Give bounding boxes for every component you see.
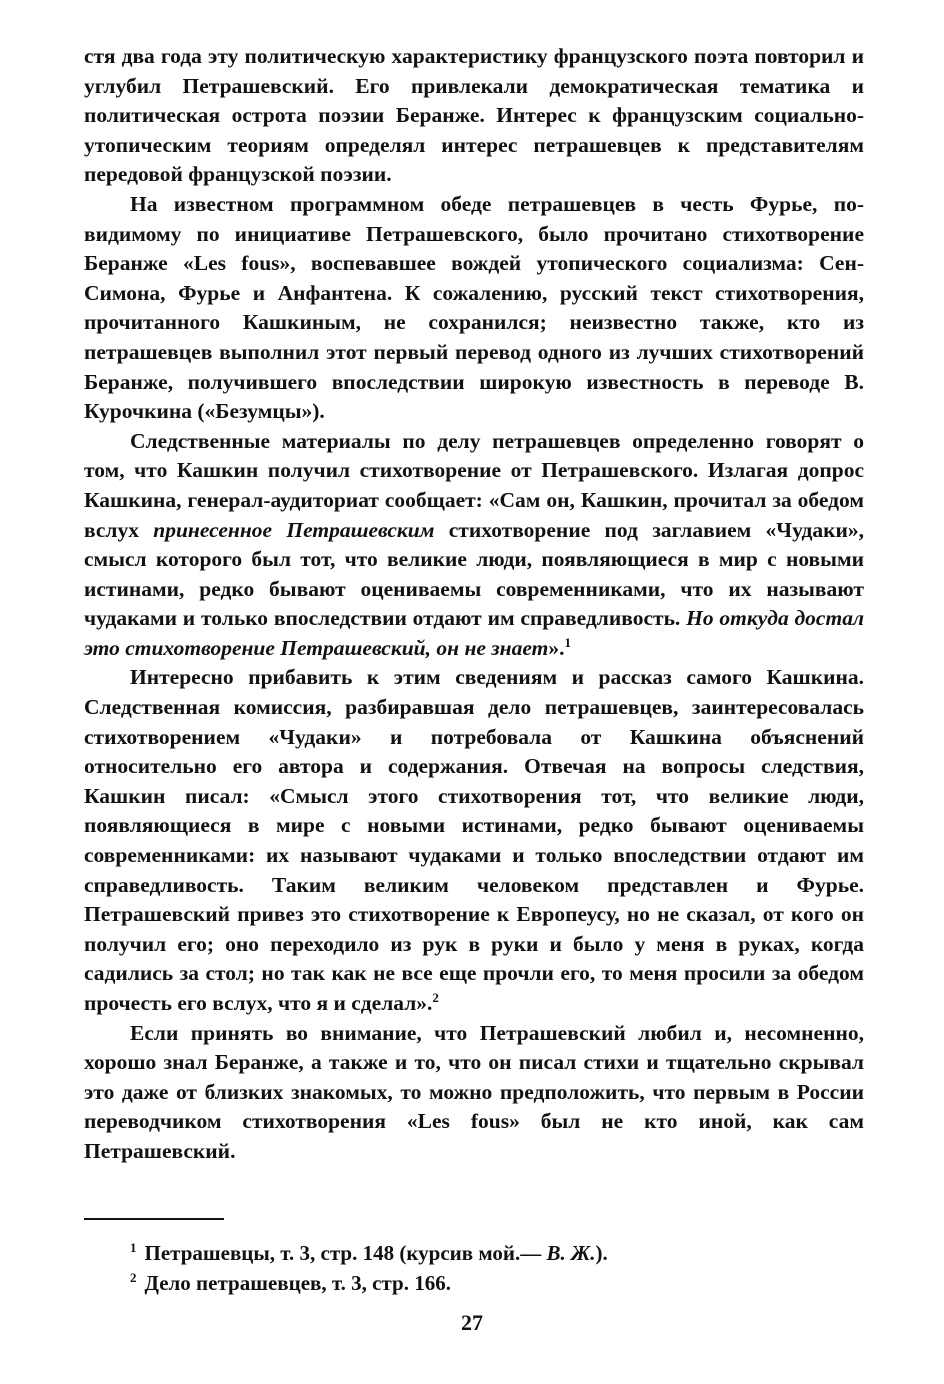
paragraph-3 <box>84 427 864 664</box>
italic-text: принесенное Петрашевским <box>153 517 435 542</box>
paragraph-5 <box>84 1019 864 1167</box>
paragraph-2 <box>84 190 864 427</box>
footnote-ref-1: 1 <box>564 634 571 650</box>
italic-text: Но откуда достал это стихотворение Петрашевский, он не знает <box>84 606 864 660</box>
footnote-1-author: В. Ж. <box>546 1241 596 1265</box>
page-number: 27 <box>461 1310 483 1335</box>
footnote-1-end: ). <box>595 1241 608 1265</box>
footnote-2 <box>130 1268 850 1298</box>
paragraph-1 <box>84 42 864 190</box>
footnotes <box>130 1238 850 1298</box>
text-run: ». <box>548 635 565 660</box>
text-run: Следственные материалы по делу петрашевцев определенно говорят о том, что Кашкин получил стихотворение от Петрашевского. Излагая допрос Кашкина, генерал-аудиториат сообщает: «Сам он, Кашкин, прочитал за обедом вслух <box>84 428 864 542</box>
text-run: Интересно прибавить к этим сведениям и рассказ самого Кашкина. Следственная комиссия, разбиравшая дело петрашевцев, заинтересовалась стихотворением «Чудаки» и потребовала от Кашкина объяснений относительно его автора и содержания. Отвечая на вопросы следствия, Кашкин писал: «Смысл этого стихотворения тот, что великие люди, появляющиеся в мире с новыми истинами, редко бывают оцениваемы современниками: их называют чудаками и только впоследствии отдают им справедливость. Таким великим человеком представлен и Фурье. Петрашевский привез это стихотворение к Европеусу, но не сказал, от кого он получил его; оно переходило из рук в руки и было у меня в руках, когда садились за стол; но так как не все еще прочли его, то меня просили за обедом прочесть его вслух, что я и сделал». <box>84 665 864 1015</box>
footnote-1 <box>130 1238 850 1268</box>
text-run: Если принять во внимание, что Петрашевский любил и, несомненно, хорошо знал Беранже, а также и то, что он писал стихи и тщательно скрывал это даже от близких знакомых, то можно предположить, что первым в России переводчиком стихотворения «Les fous» был не кто иной, как сам Петрашевский. <box>84 1020 864 1163</box>
footnote-2-mark: 2 <box>130 1270 137 1285</box>
footnote-2-text: Дело петрашевцев, т. 3, стр. 166. <box>144 1271 451 1295</box>
footnote-1-mark: 1 <box>130 1240 137 1255</box>
page-body <box>84 42 864 1167</box>
text-run: На известном программном обеде петрашевцев в честь Фурье, по-видимому по инициативе Петрашевского, было прочитано стихотворение Беранже «Les fous», воспевавшее вождей утопического социализма: Сен-Симона, Фурье и Анфантена. К сожалению, русский текст стихотворения, прочитанного Кашкиным, не сохранился; неизвестно также, кто из петрашевцев выполнил этот первый перевод одного из лучших стихотворений Беранже, получившего впоследствии широкую известность в переводе В. Курочкина («Безумцы»). <box>84 191 864 424</box>
text-run: стихотворение под заглавием «Чудаки», смысл которого был тот, что великие люди, появляющиеся в мир с новыми истинами, редко бывают оцениваемы современниками, что их называют чудаками и только впоследствии отдают им справедливость. <box>84 517 864 631</box>
footnote-ref-2: 2 <box>432 989 439 1005</box>
paragraph-4 <box>84 663 864 1018</box>
footnote-divider <box>84 1218 224 1220</box>
text-run: стя два года эту политическую характеристику французского поэта повторил и углубил Петрашевский. Его привлекали демократическая тематика и политическая острота поэзии Беранже. Интерес к французским социально-утопическим теориям определял интерес петрашевцев к представителям передовой французской поэзии. <box>84 44 864 187</box>
footnote-1-text: Петрашевцы, т. 3, стр. 148 (курсив мой.— <box>144 1241 547 1265</box>
